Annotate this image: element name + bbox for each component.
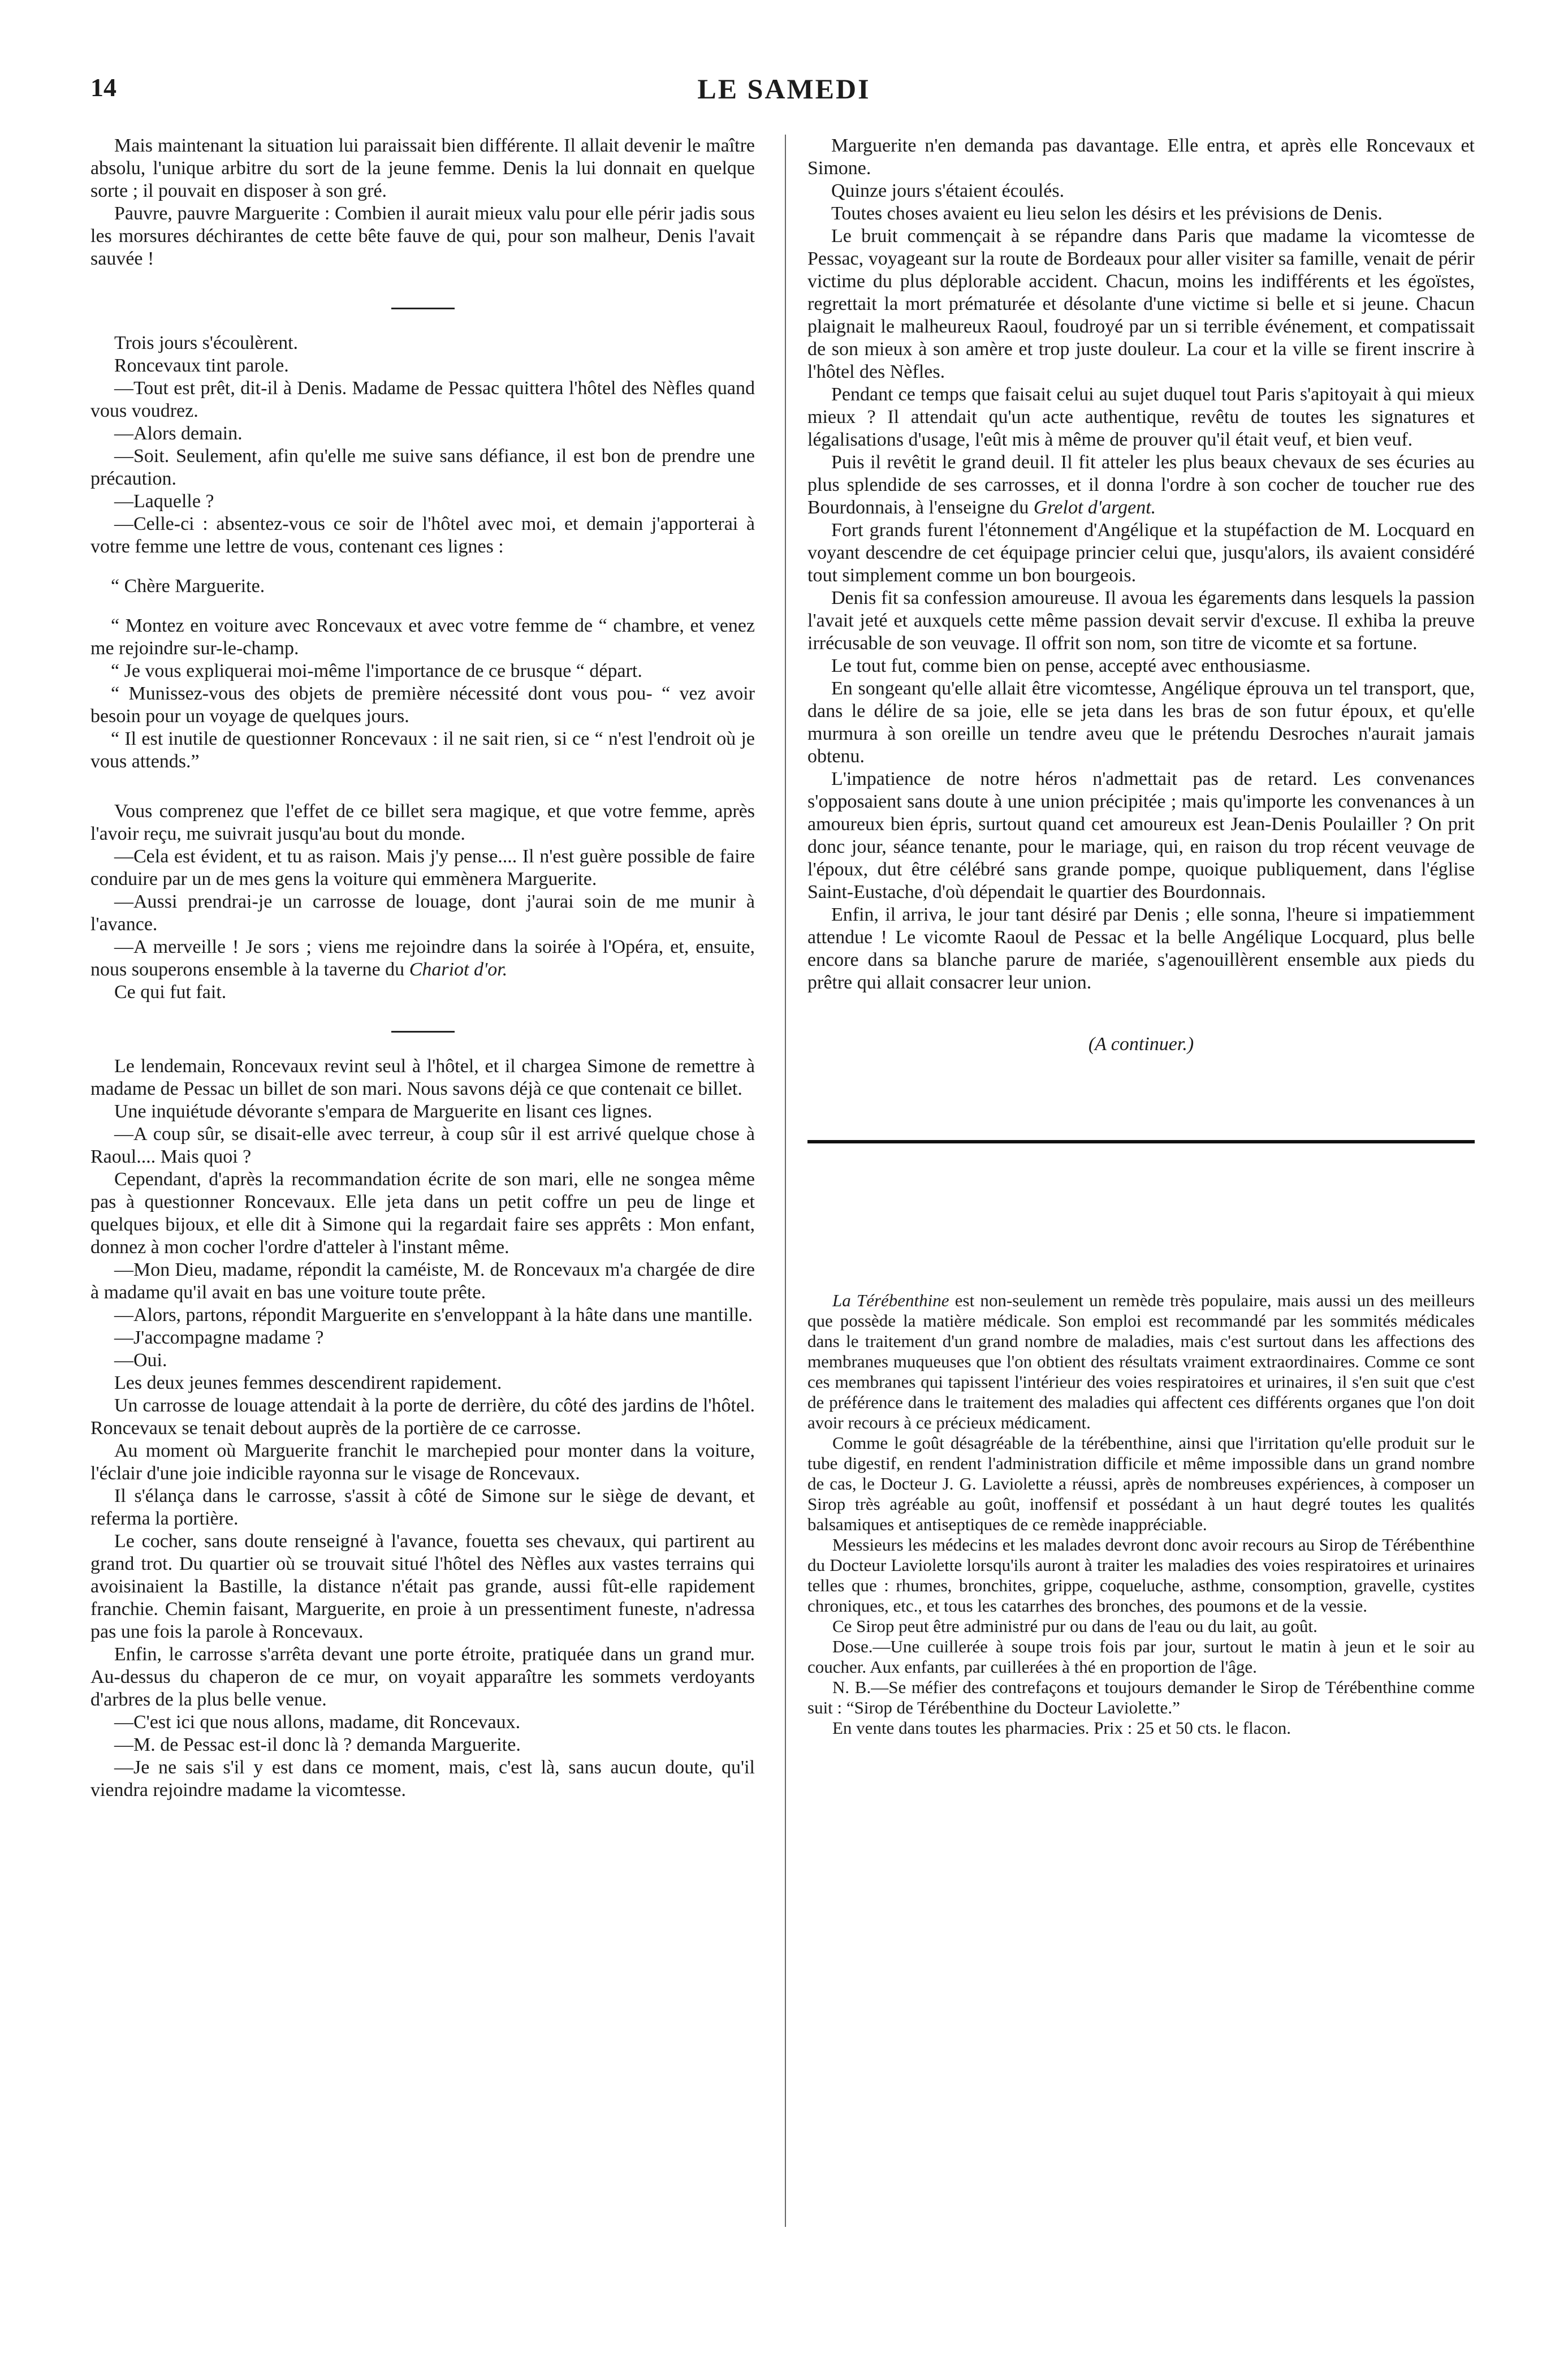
shop-sign-name: Grelot d'argent. [1033, 497, 1156, 518]
letter-line: “ Chère Marguerite. [111, 576, 265, 597]
ad-paragraph: En vente dans toutes les pharmacies. Prix : 25 et 50 cts. le flacon. [832, 1718, 1291, 1738]
paragraph: —Celle-ci : absentez-vous ce soir de l'hôtel avec moi, et demain j'apporterai à votre femme une lettre de vous, contenant ces lignes : [90, 513, 755, 557]
ad-paragraph: N. B.—Se méfier des contrefaçons et toujours demander le Sirop de Térébenthine comme suit : “Sirop de Térébenthine du Docteur Laviolette.” [807, 1677, 1475, 1717]
tavern-name: Chariot d'or. [409, 959, 508, 980]
paragraph: —Tout est prêt, dit-il à Denis. Madame de Pessac quittera l'hôtel des Nèfles quand vous voudrez. [90, 378, 755, 421]
continuation-note: (A continuer.) [1088, 1034, 1194, 1055]
paragraph: —Soit. Seulement, afin qu'elle me suive sans défiance, il est bon de prendre une précaution. [90, 446, 755, 489]
horizontal-rule [807, 1140, 1475, 1143]
ad-paragraph: Ce Sirop peut être administré pur ou dans de l'eau ou du lait, au goût. [832, 1616, 1318, 1636]
paragraph: Quinze jours s'étaient écoulés. [831, 180, 1065, 201]
paragraph: Le cocher, sans doute renseigné à l'avance, fouetta ses chevaux, qui partirent au grand trot. Du quartier où se trouvait situé l'hôtel des Nèfles aux vastes terrains qui avoisinaient la Bastille, la distance n'était pas grande, aussi fût-elle rapidement franchie. Chemin faisant, Marguerite, en proie à un pressentiment funeste, n'adressa pas une fois la parole à Roncevaux. [90, 1531, 755, 1642]
paragraph: Pendant ce temps que faisait celui au sujet duquel tout Paris s'apitoyait à qui mieux mieux ? Il attendait qu'un acte authentique, revêtu de toutes les signatures et légalisations d'usage, l'eût mis à même de prouver qu'il était veuf, et bien veuf. [807, 384, 1475, 450]
paragraph: Le lendemain, Roncevaux revint seul à l'hôtel, et il chargea Simone de remettre à madame de Pessac un billet de son mari. Nous savons déjà ce que contenait ce billet. [90, 1056, 755, 1099]
paragraph: —Alors, partons, répondit Marguerite en s'enveloppant à la hâte dans une mantille. [114, 1305, 753, 1326]
paragraph: —Mon Dieu, madame, répondit la caméiste, M. de Roncevaux m'a chargée de dire à madame qu'il avait en bas une voiture toute prête. [90, 1259, 755, 1303]
paragraph: Le tout fut, comme bien on pense, accepté avec enthousiasme. [831, 655, 1311, 676]
paragraph-text: —A merveille ! Je sors ; viens me rejoindre dans la soirée à l'Opéra, et, ensuite, nous souperons ensemble à la taverne du [90, 936, 755, 980]
ad-paragraph: Messieurs les médecins et les malades devront donc avoir recours au Sirop de Térébenthine du Docteur Laviolette lorsqu'ils auront à traiter les maladies des voies respiratoires et urinaires telles que : rhumes, bronchites, grippe, coqueluche, asthme, consomption, gravelle, cystites chroniques, etc., et tous les catarrhes des bronches, des poumons et de la vessie. [807, 1535, 1475, 1616]
paragraph: Le bruit commençait à se répandre dans Paris que madame la vicomtesse de Pessac, voyageant sur la route de Bordeaux pour aller visiter sa famille, venait de périr victime du plus déplorable accident. Chacun, moins les indifférents et les égoïstes, regrettait la mort prématurée et désolante d'une victime si belle et si jeune. Chacun plaignait le malheureux Raoul, foudroyé par un si terrible événement, et compatissait de son mieux à son amère et trop juste douleur. La cour et la ville se firent inscrire à l'hôtel des Nèfles. [807, 226, 1475, 382]
page-title: LE SAMEDI [697, 73, 871, 105]
paragraph: L'impatience de notre héros n'admettait pas de retard. Les convenances s'opposaient sans doute à une union précipitée ; mais qu'importe les convenances à un amoureux bien épris, surtout quand cet amoureux est Jean-Denis Poulailler ? On prit donc jour, séance tenante, pour le mariage, qui, en raison du trop récent veuvage de l'époux, dut être célébré sans grande pompe, quoique publiquement, dans l'église Saint-Eustache, d'où dépendait le quartier des Bourdonnais. [807, 768, 1475, 903]
paragraph-text: Puis il revêtit le grand deuil. Il fit atteler les plus beaux chevaux de ses écuries au plus splendide de ses carrosses, et il donna l'ordre à son cocher de toucher rue des Bourdonnais, à l'enseigne du [807, 452, 1475, 518]
paragraph: Denis fit sa confession amoureuse. Il avoua les égarements dans lesquels la passion l'avait jeté et auxquels cette même passion devait servir d'excuse. Il exhiba la preuve irrécusable de son veuvage. Il offrit son nom, son titre de vicomte et sa fortune. [807, 588, 1475, 654]
paragraph: —C'est ici que nous allons, madame, dit Roncevaux. [114, 1712, 521, 1733]
letter-line: “ Munissez-vous des objets de première nécessité dont vous pou- “ vez avoir besoin pour un voyage de quelques jours. [90, 683, 755, 727]
advertisement [807, 1290, 1475, 1738]
paragraph: Il s'élança dans le carrosse, s'assit à côté de Simone sur le siège de devant, et referma la portière. [90, 1486, 755, 1529]
paragraph: Vous comprenez que l'effet de ce billet sera magique, et que votre femme, après l'avoir reçu, me suivrait jusqu'au bout du monde. [90, 801, 755, 844]
paragraph: En songeant qu'elle allait être vicomtesse, Angélique éprouva un tel transport, que, dans le délire de sa joie, elle se jeta dans les bras de son futur époux, et qu'elle murmura à son oreille un tendre aveu que le prétendu Desroches n'aurait jamais obtenu. [807, 678, 1475, 767]
paragraph: Ce qui fut fait. [114, 982, 227, 1003]
paragraph: —A coup sûr, se disait-elle avec terreur, à coup sûr il est arrivé quelque chose à Raoul.... Mais quoi ? [90, 1124, 755, 1167]
paragraph: —Laquelle ? [114, 491, 214, 512]
letter-line: “ Il est inutile de questionner Roncevaux : il ne sait rien, si ce “ n'est l'endroit où je vous attends.” [90, 728, 755, 772]
paragraph: Les deux jeunes femmes descendirent rapidement. [114, 1372, 502, 1393]
paragraph: Mais maintenant la situation lui paraissait bien différente. Il allait devenir le maître absolu, l'unique arbitre du sort de la jeune femme. Denis la lui donnait en quelque sorte ; il pouvait en disposer à son gré. [90, 135, 755, 201]
paragraph: —Alors demain. [114, 423, 243, 444]
paragraph: —Aussi prendrai-je un carrosse de louage, dont j'aurai soin de me munir à l'avance. [90, 891, 755, 935]
column-divider [785, 135, 786, 2227]
ad-paragraph: Dose.—Une cuillerée à soupe trois fois par jour, surtout le matin à jeun et le soir au coucher. Aux enfants, par cuillerées à thé en proportion de l'âge. [807, 1637, 1475, 1677]
ad-paragraph [807, 1290, 1475, 1433]
paragraph: —Je ne sais s'il y est dans ce moment, mais, c'est là, sans aucun doute, qu'il viendra rejoindre madame la vicomtesse. [90, 1757, 755, 1801]
paragraph [90, 936, 755, 981]
paragraph: Cependant, d'après la recommandation écrite de son mari, elle ne songea même pas à questionner Roncevaux. Elle jeta dans un petit coffre un peu de linge et quelques bijoux, et elle dit à Simone qui la regardait faire ses apprêts : Mon enfant, donnez à mon cocher l'ordre d'atteler à l'instant même. [90, 1169, 755, 1258]
paragraph: Pauvre, pauvre Marguerite : Combien il aurait mieux valu pour elle périr jadis sous les morsures déchirantes de cette bête fauve de qui, pour son malheur, Denis l'avait sauvée ! [90, 203, 755, 269]
page-number: 14 [90, 73, 116, 102]
paragraph: Trois jours s'écoulèrent. [114, 333, 299, 353]
paragraph: —Oui. [114, 1350, 167, 1371]
right-column [807, 135, 1475, 1738]
paragraph: Toutes choses avaient eu lieu selon les désirs et les prévisions de Denis. [831, 203, 1383, 224]
letter-line: “ Montez en voiture avec Roncevaux et avec votre femme de “ chambre, et venez me rejoindre sur-le-champ. [90, 615, 755, 659]
paragraph: Enfin, il arriva, le jour tant désiré par Denis ; elle sonna, l'heure si impatiemment attendue ! Le vicomte Raoul de Pessac et la belle Angélique Locquard, plus belle encore dans sa blanche parure de mariée, s'agenouillèrent ensemble aux pieds du prêtre qui allait consacrer leur union. [807, 904, 1475, 993]
paragraph: Fort grands furent l'étonnement d'Angélique et la stupéfaction de M. Locquard en voyant descendre de cet équipage princier celui que, jusqu'alors, ils avaient considéré tout simplement comme un bon bourgeois. [807, 520, 1475, 586]
paragraph: Roncevaux tint parole. [114, 355, 289, 376]
ad-lead: La Térébenthine [832, 1290, 949, 1310]
ad-paragraph: Comme le goût désagréable de la térébenthine, ainsi que l'irritation qu'elle produit sur le tube digestif, en rendent l'administration difficile et même impossible dans un grand nombre de cas, le Docteur J. G. Laviolette a réussi, après de nombreuses expériences, à composer un Sirop très agréable au goût, inoffensif et possédant à un haut degré toutes les qualités balsamiques et antiseptiques de ce remède inappréciable. [807, 1433, 1475, 1534]
paragraph [807, 451, 1475, 519]
ad-text: est non-seulement un remède très populaire, mais aussi un des meilleurs que possède la matière médicale. Son emploi est recommandé par les sommités médicales dans le traitement d'un grand nombre de maladies, mais c'est surtout dans les affections des membranes muqueuses que l'on obtient des résultats vraiment extraordinaires. Comme ce sont ces membranes qui tapissent l'intérieur des voies respiratoires et urinaires, il s'en suit que c'est de préférence dans le traitement des maladies qui affectent ces différents organes que l'on doit avoir recours à ce précieux médicament. [807, 1290, 1475, 1432]
letter-line: “ Je vous expliquerai moi-même l'importance de ce brusque “ départ. [111, 660, 642, 681]
section-separator [391, 308, 455, 309]
section-separator [391, 1031, 455, 1033]
left-column [90, 135, 755, 1802]
paragraph: Marguerite n'en demanda pas davantage. Elle entra, et après elle Roncevaux et Simone. [807, 135, 1475, 179]
paragraph: —M. de Pessac est-il donc là ? demanda Marguerite. [114, 1734, 521, 1755]
paragraph: Un carrosse de louage attendait à la porte de derrière, du côté des jardins de l'hôtel. Roncevaux se tenait debout auprès de la portière de ce carrosse. [90, 1395, 755, 1439]
paragraph: —Cela est évident, et tu as raison. Mais j'y pense.... Il n'est guère possible de faire conduire par un de mes gens la voiture qui emmènera Marguerite. [90, 846, 755, 890]
paragraph: —J'accompagne madame ? [114, 1327, 324, 1348]
paragraph: Au moment où Marguerite franchit le marchepied pour monter dans la voiture, l'éclair d'une joie indicible rayonna sur le visage de Roncevaux. [90, 1440, 755, 1484]
paragraph: Enfin, le carrosse s'arrêta devant une porte étroite, pratiquée dans un grand mur. Au-dessus du chaperon de ce mur, on voyait apparaître les sommets verdoyants d'arbres de la plus belle venue. [90, 1644, 755, 1710]
paragraph: Une inquiétude dévorante s'empara de Marguerite en lisant ces lignes. [114, 1101, 653, 1122]
